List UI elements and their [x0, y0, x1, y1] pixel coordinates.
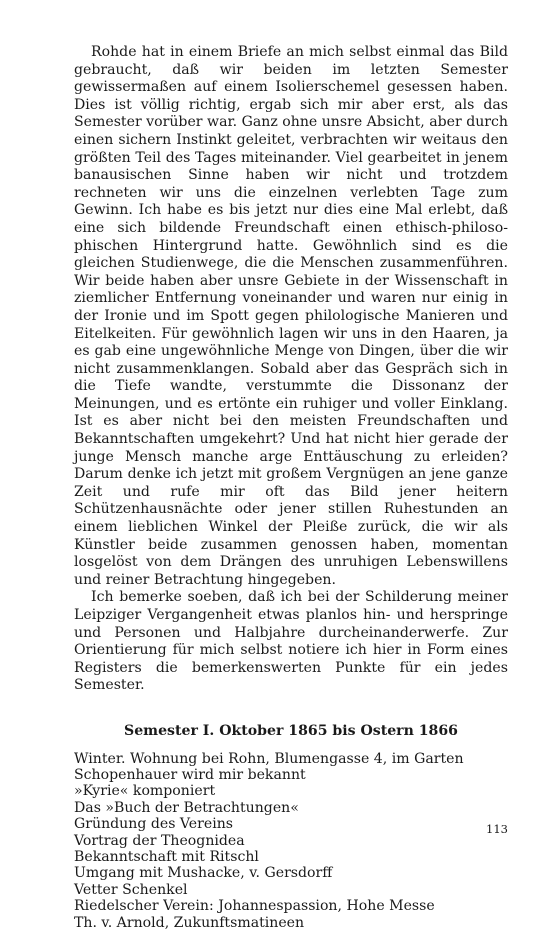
page-number: 113	[486, 822, 508, 836]
register-entry: Das »Buch der Betrachtungen«	[74, 799, 299, 816]
paragraph-register-intro: Ich bemerke soeben, daß ich bei der Schilderung meiner Leipziger Vergangenheit etwas planlos hin- und herspringe und Personen und Halbjahre durcheinanderwerfe. Zur Orientierung für mich selbst notiere ich hier in Form eines Registers die bemerkenswerten Punkte für ein jedes Semester.	[74, 589, 508, 694]
paragraph-rohde-friendship: Rohde hat in einem Briefe an mich selbst einmal das Bild gebraucht, daß wir beiden im letzten Semester gewissermaßen auf einem Isolierschemel gesessen haben. Dies ist völlig richtig, ergab sich mir aber erst, als das Semester vorüber war. Ganz ohne unsre Absicht, aber durch einen sichern Instinkt geleitet, verbrachten wir weitaus den größten Teil des Tages miteinander. Viel gearbeitet in jenem banausischen Sinne haben wir nicht und trotzdem rechneten wir uns die einzelnen verlebten Tage zum Gewinn. Ich habe es bis jetzt nur dies eine Mal erlebt, daß eine sich bildende Freundschaft einen ethisch-philosophischen Hintergrund hatte. Gewöhnlich sind es die gleichen Studienwege, die die Menschen zusammenführen. Wir beide haben aber unsre Gebiete in der Wissenschaft in ziemlicher Entfernung voneinander und waren nur einig in der Ironie und im Spott gegen philologische Manieren und Eitelkeiten. Für gewöhnlich lagen wir uns in den Haaren, ja es gab eine ungewöhnliche Menge von Dingen, über die wir nicht zusammenklangen. Sobald aber das Gespräch sich in die Tiefe wandte, verstummte die Dissonanz der Meinungen, und es ertönte ein ruhiger und voller Einklang. Ist es aber nicht bei den meisten Freundschaften und Bekanntschaften umgekehrt? Und hat nicht hier gerade der junge Mensch manche arge Enttäuschung zu erleiden? Darum denke ich jetzt mit großem Vergnügen an jene ganze Zeit und rufe mir oft das Bild jener heitern Schützenhausnächte oder jener stillen Ruhestunden an einem lieblichen Winkel der Pleiße zurück, die wir als Künstler beide zusammen genossen haben, momentan losgelöst von dem Drängen des unruhigen Lebenswillens und reiner Betrachtung hingegeben.	[74, 44, 508, 588]
semester-register-list	[74, 751, 508, 931]
page-body	[74, 44, 508, 931]
register-entry: Vortrag der Theognidea	[74, 832, 245, 849]
register-entry: Schopenhauer wird mir bekannt	[74, 766, 306, 783]
register-entry: Riedelscher Verein: Johannespassion, Hohe Messe	[74, 898, 435, 915]
register-entry: Umgang mit Mushacke, v. Gersdorff	[74, 865, 333, 882]
register-entry: Vetter Schenkel	[74, 881, 188, 898]
register-entry: Gründung des Vereins	[74, 816, 234, 833]
register-entry: Th. v. Arnold, Zukunftsmatineen	[74, 914, 305, 931]
semester-heading: Semester I. Oktober 1865 bis Ostern 1866	[124, 722, 458, 739]
register-entry: Bekanntschaft mit Ritschl	[74, 849, 259, 865]
register-entry: Winter. Wohnung bei Rohn, Blumengasse 4, im Garten	[74, 750, 464, 767]
register-entry: »Kyrie« komponiert	[74, 783, 216, 800]
